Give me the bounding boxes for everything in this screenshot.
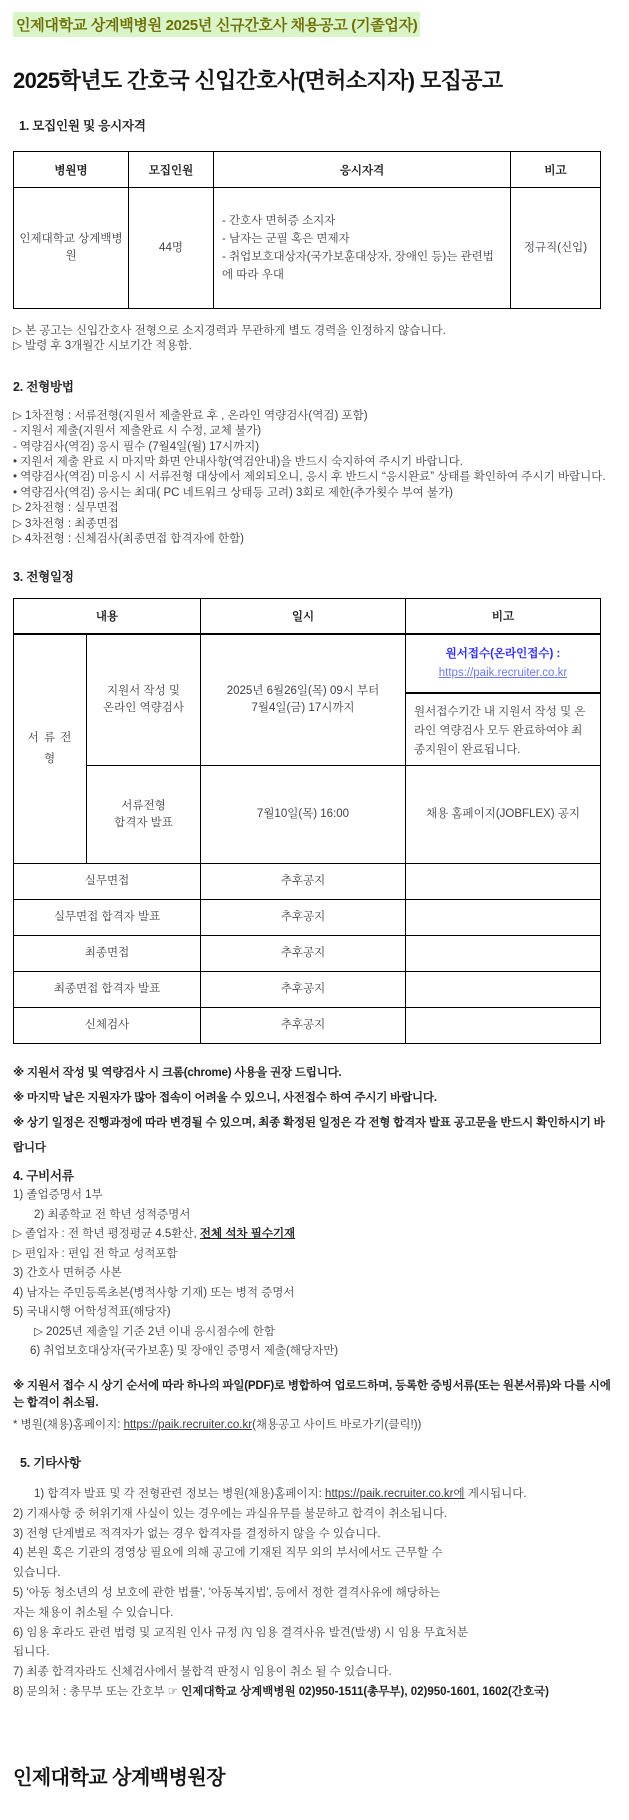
homepage-prefix: * 병원(채용)홈페이지: (13, 1418, 124, 1431)
section2-heading: 2. 전형방법 (13, 379, 74, 394)
stage-cell: 최종면접 합격자 발표 (14, 972, 201, 1008)
col-qualifications: 응시자격 (214, 152, 511, 188)
document-item: 4) 남자는 주민등록초본(병적사항 기재) 또는 병적 증명서 (13, 1286, 295, 1299)
date-cell: 추후공지 (201, 1008, 406, 1044)
info-item-contact (13, 1683, 614, 1703)
remarks-cell (406, 900, 601, 936)
date-cell: 추후공지 (201, 936, 406, 972)
content-line: 합격자 발표 (114, 816, 173, 829)
date-cell: 추후공지 (201, 864, 406, 900)
table-row (14, 188, 601, 309)
qualification-line: - 간호사 면허증 소지자 (222, 215, 336, 227)
method-line: ▷ 3차전형 : 최종면접 (13, 517, 119, 530)
method-line: ▷ 4차전형 : 신체검사(최종면접 합격자에 한함) (13, 533, 244, 546)
note-line: ▷ 본 공고는 신입간호사 전형으로 소지경력과 무관하게 별도 경력을 인정하지 않습니다. (13, 325, 446, 337)
content-line: 온라인 역량검사 (103, 702, 184, 715)
document-item: 3) 간호사 면허증 사본 (13, 1267, 122, 1280)
col-remarks: 비고 (511, 152, 601, 188)
application-remarks-cell (406, 634, 601, 766)
application-date-cell (201, 634, 406, 766)
hospital-homepage-link[interactable]: https://paik.recruiter.co.kr (123, 1418, 253, 1431)
table-row-application (14, 634, 601, 766)
section3-heading: 3. 전형일정 (13, 570, 74, 585)
method-line: • 역량검사(역검) 응시는 최대( PC 네트워크 상태등 고려) 3회로 제한(추가횟수 부여 불가) (13, 486, 454, 499)
document-item: 6) 취업보호대상자(국가보훈) 및 장애인 증명서 제출(해당자만) (30, 1345, 339, 1358)
method-line: • 역량검사(역검) 미응시 시 서류전형 대상에서 제외되오니, 응시 후 반드시 “응시완료” 상태를 확인하여 주시기 바랍니다. (13, 471, 606, 484)
note-line: ※ 상기 일정은 진행과정에 따라 변경될 수 있으며, 최종 확정된 일정은 각 전형 합격자 발표 공고문을 반드시 확인하시기 바랍니다 (13, 1117, 605, 1155)
contact-phone-numbers: 인제대학교 상계백병원 02)950-1511(총무부), 02)950-1601, 1602(간호국) (181, 1685, 549, 1698)
stage-cell: 실무면접 합격자 발표 (14, 900, 201, 936)
table-row (14, 972, 601, 1008)
document-item: ▷ 편입자 : 편입 전 학교 성적포함 (13, 1247, 178, 1260)
section1-notes (13, 324, 614, 355)
results-homepage-link[interactable]: https://paik.recruiter.co.kr에 (325, 1487, 465, 1500)
highlighted-banner-title: 인제대학교 상계백병원 2025년 신규간호사 채용공고 (기졸업자) (13, 12, 420, 37)
stage-cell: 신체검사 (14, 1008, 201, 1044)
result-remarks-cell: 채용 홈페이지(JOBFLEX) 공지 (406, 766, 601, 864)
recruit-count-cell: 44명 (129, 188, 214, 309)
date-line: 2025년 6월26일(목) 09시 부터 (226, 685, 380, 698)
result-content-cell (87, 766, 201, 864)
col-datetime: 일시 (201, 599, 406, 635)
remarks-cell (406, 972, 601, 1008)
section1-heading: 1. 모집인원 및 응시자격 (19, 119, 146, 133)
section5-heading: 5. 기타사항 (20, 1455, 81, 1470)
info-item: 5) '아동 청소년의 성 보호에 관한 법률', '아동복지법', 등에서 정한 결격사유에 해당하는 (13, 1586, 441, 1599)
graduate-note-emphasis: 전체 석차 필수기재 (199, 1228, 296, 1241)
hospital-name-cell: 인제대학교 상계백병원 (14, 188, 129, 309)
info-item: 6) 임용 후라도 관련 법령 및 교직원 인사 규정 內 임용 결격사유 발견(발생) 시 임용 무효처분 (13, 1626, 469, 1639)
hospital-homepage-line (13, 1416, 614, 1435)
stage-cell: 실무면접 (14, 864, 201, 900)
document-item: 1) 졸업증명서 1부 (13, 1189, 103, 1202)
table-header-row (14, 152, 601, 188)
section3-notes (13, 1061, 614, 1161)
remarks-cell: 정규직(신입) (511, 188, 601, 309)
stage-cell: 최종면접 (14, 936, 201, 972)
date-cell: 추후공지 (201, 972, 406, 1008)
table-row-document-result (14, 766, 601, 864)
info-item: 4) 본원 혹은 기관의 경영상 필요에 의해 공고에 기재된 직무 외의 부서에서도 근무할 수 (13, 1547, 443, 1560)
contact-prefix: 8) 문의처 : 총무부 또는 간호부 ☞ (13, 1685, 182, 1698)
note-line: ▷ 발령 후 3개월간 시보기간 적용함. (13, 340, 192, 353)
col-hospital-name: 병원명 (14, 152, 129, 188)
signature-hospital-director: 인제대학교 상계백병원장 (13, 1766, 226, 1789)
qualification-line: - 남자는 군필 혹은 면제자 (222, 233, 350, 245)
method-line: ▷ 2차전형 : 실무면접 (13, 502, 119, 515)
document-stage-cell: 서 류 전 형 (14, 634, 87, 864)
selection-method-list (13, 409, 614, 548)
note-line: ※ 지원서 작성 및 역량검사 시 크롬(chrome) 사용을 권장 드립니다. (13, 1067, 342, 1080)
col-remarks: 비고 (406, 599, 601, 635)
qualifications-cell (214, 188, 511, 309)
table-row (14, 936, 601, 972)
document-item: 5) 국내시행 어학성적표(해당자) (13, 1306, 171, 1319)
note-line: ※ 마지막 날은 지원자가 많아 접속이 어려울 수 있으니, 사전접수 하여 주시기 바랍니다. (13, 1092, 437, 1105)
schedule-table (13, 598, 601, 1044)
application-content-cell (87, 634, 201, 766)
homepage-suffix: (채용공고 사이트 바로가기(클릭!)) (252, 1418, 422, 1431)
remarks-cell (406, 936, 601, 972)
content-line: 서류전형 (121, 799, 166, 812)
table-row (14, 900, 601, 936)
method-line: • 지원서 제출 완료 시 마지막 화면 안내사항(역검안내)을 반드시 숙지하여 주시기 바랍니다. (13, 456, 463, 469)
info-item: 있습니다. (13, 1567, 61, 1580)
application-remarks-text: 원서접수기간 내 지원서 작성 및 온라인 역량검사 모두 완료하여야 최종지원이 완료됩니다. (414, 706, 586, 757)
other-information-list (13, 1485, 614, 1703)
pdf-merge-note: ※ 지원서 접수 시 상기 순서에 따라 하나의 파일(PDF)로 병합하여 업로드하며, 등록한 증빙서류(또는 원본서류)와 다를 시에는 합격이 취소됨. (13, 1379, 611, 1409)
info-item (13, 1485, 614, 1505)
info-item: 자는 채용이 취소될 수 있습니다. (13, 1606, 174, 1619)
document-item: 2) 최종학교 전 학년 성적증명서 (34, 1208, 191, 1221)
document-item (13, 1225, 614, 1245)
info-item: 7) 최종 합격자라도 신체검사에서 불합격 판정시 임용이 취소 될 수 있습니다. (13, 1666, 392, 1679)
remarks-cell (406, 1008, 601, 1044)
table-row (14, 1008, 601, 1044)
result-date-cell: 7월10일(목) 16:00 (201, 766, 406, 864)
col-recruit-count: 모집인원 (129, 152, 214, 188)
document-item: ▷ 2025년 제출일 기준 2년 이내 응시점수에 한함 (34, 1325, 275, 1338)
method-line: - 역량검사(역검) 응시 필수 (7월4일(월) 17시까지) (13, 440, 260, 453)
info-item: 됩니다. (13, 1646, 50, 1659)
info-item: 3) 전형 단계별로 적격자가 없는 경우 합격자를 결정하지 않을 수 있습니다. (13, 1527, 381, 1540)
col-content: 내용 (14, 599, 201, 635)
info-item-prefix: 1) 합격자 발표 및 각 전형관련 정보는 병원(채용)홈페이지: (34, 1487, 326, 1500)
section4-heading: 4. 구비서류 (13, 1169, 74, 1184)
method-line: - 지원서 제출(지원서 제출완료 시 수정, 교체 불가) (13, 425, 262, 438)
graduate-note-prefix: ▷ 졸업자 : 전 학년 평정평균 4.5환산, (13, 1228, 200, 1241)
required-documents-list (13, 1186, 614, 1362)
info-item: 2) 기재사항 중 허위기재 사실이 있는 경우에는 과실유무를 불문하고 합격이 취소됩니다. (13, 1507, 448, 1520)
table-row (14, 864, 601, 900)
date-cell: 추후공지 (201, 900, 406, 936)
recruitment-table (13, 151, 601, 309)
info-item-suffix: 게시됩니다. (464, 1487, 527, 1500)
content-line: 지원서 작성 및 (106, 685, 181, 698)
online-application-label: 원서접수(온라인접수) : (445, 647, 561, 660)
page-title: 2025학년도 간호국 신입간호사(면허소지자) 모집공고 (13, 68, 503, 93)
method-line: ▷ 1차전형 : 서류전형(지원서 제출완료 후 , 온라인 역량검사(역검) 포함) (13, 409, 368, 422)
remarks-cell (406, 864, 601, 900)
online-application-notice (406, 635, 600, 694)
table-header-row (14, 599, 601, 635)
qualification-line: - 취업보호대상자(국가보훈대상자, 장애인 등)는 관련법에 따라 우대 (222, 251, 494, 281)
application-site-link[interactable]: https://paik.recruiter.co.kr (438, 666, 568, 679)
date-line: 7월4일(금) 17시까지 (251, 702, 355, 715)
